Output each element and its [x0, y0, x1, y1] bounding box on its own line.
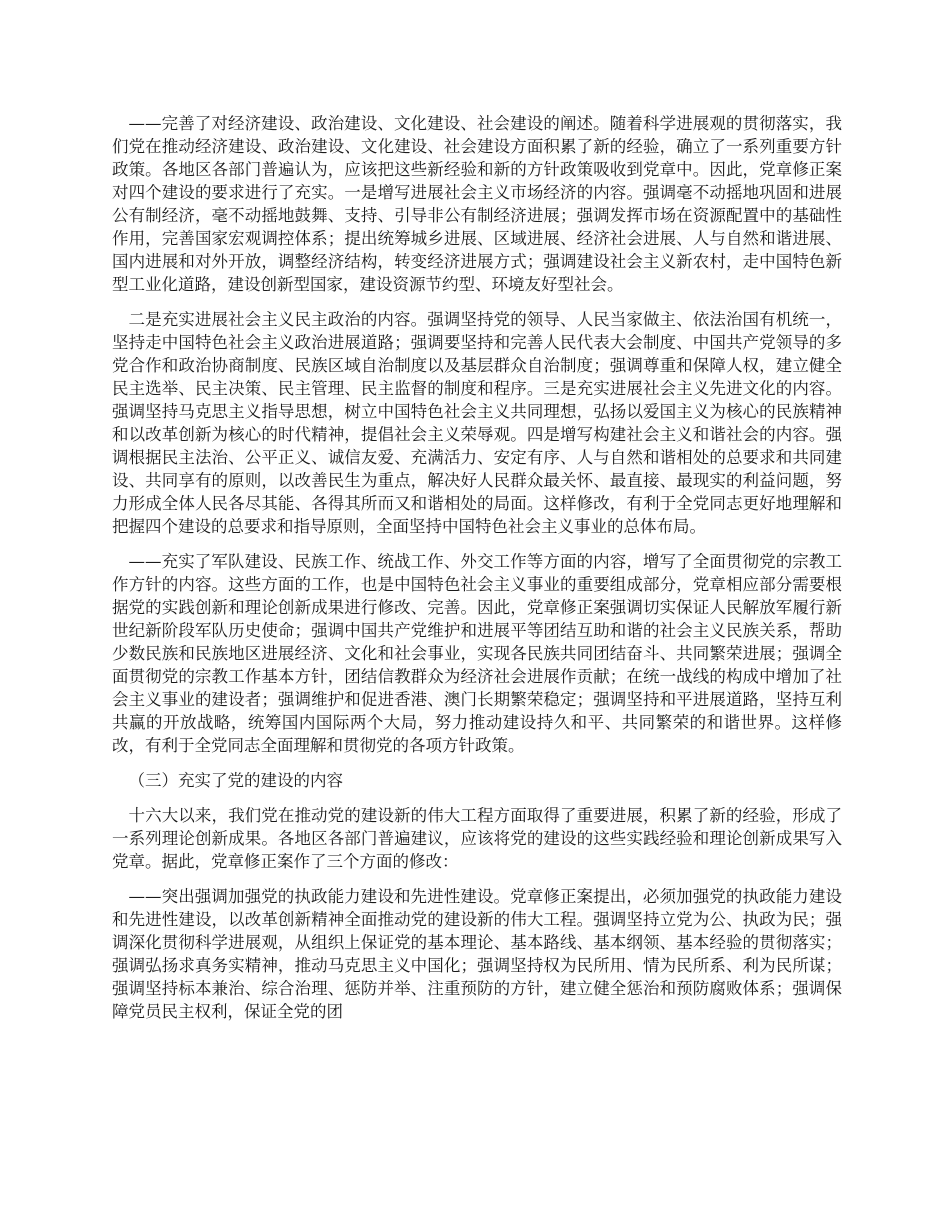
paragraph-party-building-intro: 十六大以来，我们党在推动党的建设新的伟大工程方面取得了重要进展，积累了新的经验，形成了一系列理论创新成果。各地区各部门普遍建议，应该将党的建设的这些实践经验和理论创新成果写入党章。据此，党章修正案作了三个方面的修改： [112, 806, 842, 871]
paragraph-economic-construction: ——完善了对经济建设、政治建设、文化建设、社会建设的阐述。随着科学进展观的贯彻落实，我们党在推动经济建设、政治建设、文化建设、社会建设方面积累了新的经验，确立了一系列重要方针政策。各地区各部门普遍认为，应该把这些新经验和新的方针政策吸收到党章中。因此，党章修正案对四个建设的要求进行了充实。一是增写进展社会主义市场经济的内容。强调毫不动摇地巩固和进展公有制经济，毫不动摇地鼓舞、支持、引导非公有制经济进展；强调发挥市场在资源配置中的基础性作用，完善国家宏观调控体系；提出统筹城乡进展、区域进展、经济社会进展、人与自然和谐进展、国内进展和对外开放，调整经济结构，转变经济进展方式；强调建设社会主义新农村，走中国特色新型工业化道路，建设创新型国家，建设资源节约型、环境友好型社会。 [112, 114, 842, 294]
section-heading: （三）充实了党的建设的内容 [128, 771, 343, 790]
paragraph-democratic-politics: 二是充实进展社会主义民主政治的内容。强调坚持党的领导、人民当家做主、依法治国有机统一，坚持走中国特色社会主义政治进展道路；强调要坚持和完善人民代表大会制度、中国共产党领导的多党合作和政治协商制度、民族区域自治制度以及基层群众自治制度；强调尊重和保障人权，建立健全民主选举、民主决策、民主管理、民主监督的制度和程序。三是充实进展社会主义先进文化的内容。强调坚持马克思主义指导思想，树立中国特色社会主义共同理想，弘扬以爱国主义为核心的民族精神和以改革创新为核心的时代精神，提倡社会主义荣辱观。四是增写构建社会主义和谐社会的内容。强调根据民主法治、公平正义、诚信友爱、充满活力、安定有序、人与自然和谐相处的总要求和共同建设、共同享有的原则，以改善民生为重点，解决好人民群众最关怀、最直接、最现实的利益问题，努力形成全体人民各尽其能、各得其所而又和谐相处的局面。这样修改，有利于全党同志更好地理解和把握四个建设的总要求和指导原则，全面坚持中国特色社会主义事业的总体布局。 [112, 310, 842, 536]
document-page [112, 112, 842, 1035]
paragraph-governing-capacity: ——突出强调加强党的执政能力建设和先进性建设。党章修正案提出，必须加强党的执政能力建设和先进性建设，以改革创新精神全面推动党的建设新的伟大工程。强调坚持立党为公、执政为民；强调深化贯彻科学进展观，从组织上保证党的基本理论、基本路线、基本纲领、基本经验的贯彻落实；强调弘扬求真务实精神，推动马克思主义中国化；强调坚持权为民所用、情为民所系、利为民所谋；强调坚持标本兼治、综合治理、惩防并举、注重预防的方针，建立健全惩治和预防腐败体系；强调保障党员民主权利，保证全党的团 [112, 887, 842, 1021]
paragraph-military-ethnic-affairs: ——充实了军队建设、民族工作、统战工作、外交工作等方面的内容，增写了全面贯彻党的宗教工作方针的内容。这些方面的工作，也是中国特色社会主义事业的重要组成部分，党章相应部分需要根据党的实践创新和理论创新成果进行修改、完善。因此，党章修正案强调切实保证人民解放军履行新世纪新阶段军队历史使命；强调中国共产党维护和进展平等团结互助和谐的社会主义民族关系，帮助少数民族和民族地区进展经济、文化和社会事业，实现各民族共同团结奋斗、共同繁荣进展；强调全面贯彻党的宗教工作基本方针，团结信教群众为经济社会进展作贡献；在统一战线的构成中增加了社会主义事业的建设者；强调维护和促进香港、澳门长期繁荣稳定；强调坚持和平进展道路，坚持互利共赢的开放战略，统筹国内国际两个大局，努力推动建设持久和平、共同繁荣的和谐世界。这样修改，有利于全党同志全面理解和贯彻党的各项方针政策。 [112, 552, 842, 755]
